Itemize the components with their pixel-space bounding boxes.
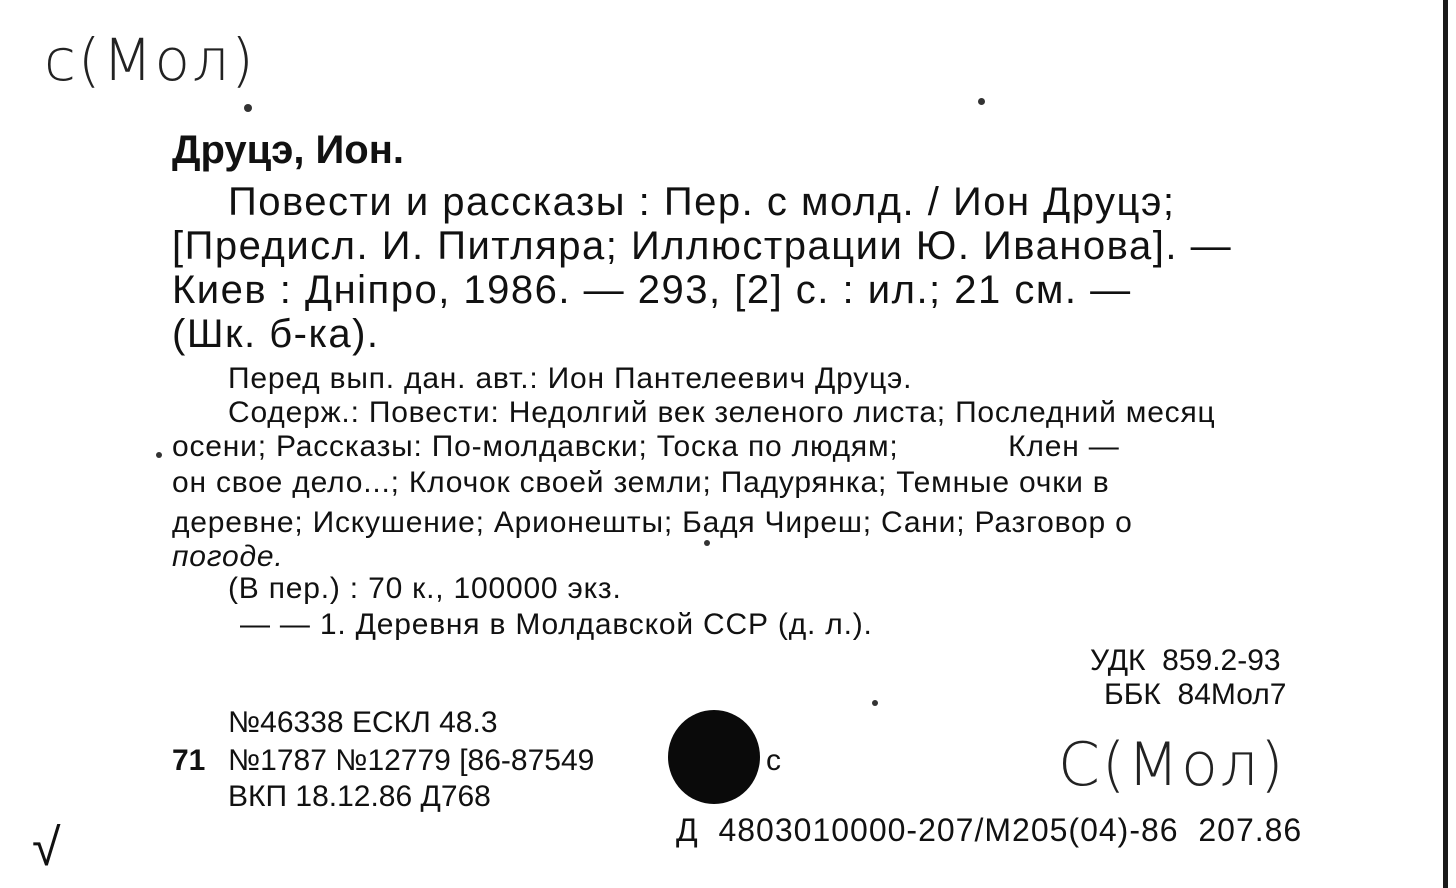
contents-line-1: Содерж.: Повести: Недолгий век зеленого листа; Последний месяц xyxy=(228,396,1216,429)
title-line-4: (Шк. б-ка). xyxy=(172,312,380,356)
accession-line-2: №1787 №12779 [86-87549 xyxy=(228,744,595,777)
speck xyxy=(978,98,985,105)
author-note: Перед вып. дан. авт.: Ион Пантелеевич Друцэ. xyxy=(228,362,913,395)
title-line-3: Киев : Дніпро, 1986. — 293, [2] с. : ил.; 21 см. — xyxy=(172,268,1132,312)
speck xyxy=(872,700,878,706)
subject-line: — — 1. Деревня в Молдавской ССР (д. л.). xyxy=(240,608,873,641)
handwritten-shelf-mark-top: c(Мол) xyxy=(44,26,256,94)
speck xyxy=(244,104,252,112)
contents-line-5: погоде. xyxy=(172,540,284,573)
accession-line-3: ВКП 18.12.86 Д768 xyxy=(228,780,491,813)
contents-line-2: осени; Рассказы: По-молдавски; Тоска по людям; Клен — xyxy=(172,430,1120,463)
price-line: (В пер.) : 70 к., 100000 экз. xyxy=(228,572,622,605)
bbk-index: ББК 84Мол7 xyxy=(1104,678,1287,711)
accession-suffix: с xyxy=(766,744,781,777)
publisher-code: Д 4803010000-207/М205(04)-86 207.86 xyxy=(676,812,1303,848)
udk-index: УДК 859.2-93 xyxy=(1090,644,1281,677)
ink-blot xyxy=(668,710,760,804)
accession-prefix: 71 xyxy=(172,744,206,777)
contents-line-3: он свое дело...; Клочок своей земли; Падурянка; Темные очки в xyxy=(172,466,1110,499)
contents-line-4: деревне; Искушение; Арионешты; Бадя Чиреш; Сани; Разговор о xyxy=(172,506,1133,539)
speck xyxy=(156,452,162,458)
card-edge xyxy=(1443,0,1448,888)
accession-line-1: №46338 ЕСКЛ 48.3 xyxy=(228,706,498,739)
speck xyxy=(704,540,710,546)
title-line-2: [Предисл. И. Питляра; Иллюстрации Ю. Иванова]. — xyxy=(172,224,1233,268)
handwritten-shelf-mark-bottom: С(Мол) xyxy=(1058,730,1286,800)
check-mark: √ xyxy=(32,819,61,877)
title-line-1: Повести и рассказы : Пер. с молд. / Ион Друцэ; xyxy=(228,180,1176,224)
author-heading: Друцэ, Ион. xyxy=(172,128,405,172)
